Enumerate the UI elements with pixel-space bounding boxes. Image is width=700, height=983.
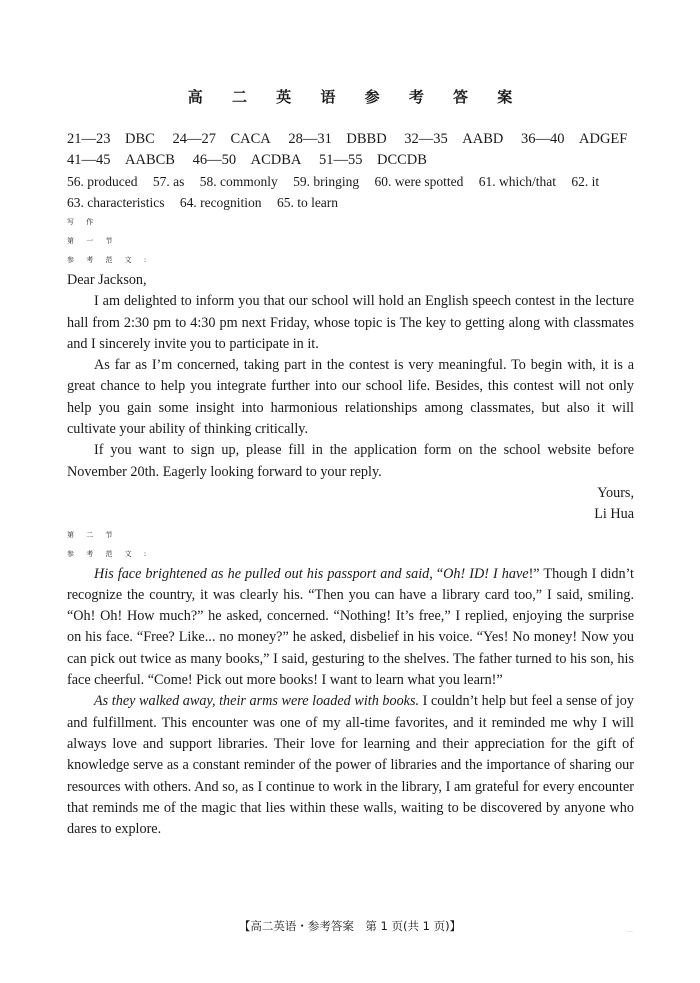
answer-item: 65. to learn <box>276 195 339 210</box>
writing-label: 写 作 <box>67 218 99 226</box>
story-paragraph-2-text: I couldn’t help but feel a sense of joy and fulfillment. This encounter was one of my all-time favorites, and it reminded me why I will always love and support libraries. Their love for learning and their appreciation for the gift of knowledge serve as a constant reminder of the power of libraries and the importance of sharing our resources with others. And so, as I continue to work in the library, I am grateful for every encounter that reminds me of the magic that lies within these walls, waiting to be discovered by anyone who dares to explore. <box>67 693 634 838</box>
story-paragraph-1-text: Though I didn’t recognize the country, it was clearly his. “Then you can have a library card too,” I said, smiling. “Oh! Oh! How much?” he asked, concerned. “Nothing! It’s free,” I replied, enjoying the surprise on his face. “Free? Like... no money?” he asked, disbelief in his voice. “Yes! No money! Now you can pick out twice as many books,” I said, gesturing to the shelves. The father turned to his son, his face cheerful. “Come! Pick out more books! I want to learn what you learn!” <box>67 565 634 689</box>
story-given-sentence-1: His face brightened as he pulled out his passport and said <box>94 565 430 582</box>
answer-group: 21—23 DBC <box>67 131 155 147</box>
corner-mark: … <box>627 928 633 934</box>
story <box>67 564 634 841</box>
page-footer: 【高二英语・参考答案 第 1 页(共 1 页)】 <box>238 919 462 933</box>
story-paragraph-1: His face brightened as he pulled out his passport and said, “Oh! ID! I have!” Though I didn’t recognize the country, it was clearly his. “Then you can have a library card too,” I said, smiling. “Oh! Oh! How much?” he asked, concerned. “Nothing! It’s free,” I replied, enjoying the surprise on his face. “Free? Like... no money?” he asked, disbelief in his voice. “Yes! No money! Now you can pick out twice as many books,” I said, gesturing to the shelves. The father turned to his son, his face cheerful. “Come! Pick out more books! I want to learn what you learn!” <box>67 565 634 689</box>
answer-item: 64. recognition <box>179 195 262 210</box>
answer-group: 51—55 DCCDB <box>318 152 427 168</box>
answer-group: 32—35 AABD <box>404 131 504 147</box>
answer-item: 58. commonly <box>199 174 278 189</box>
answer-item: 62. it <box>571 174 600 189</box>
letter <box>67 270 634 526</box>
answers-line-3 <box>67 171 634 192</box>
answer-group: 46—50 ACDBA <box>192 152 302 168</box>
page-title: 高 二 英 语 参 考 答 案 <box>187 88 525 106</box>
letter-paragraph-1: I am delighted to inform you that our school will hold an English speech contest in the lecture hall from 2:30 pm to 4:30 pm next Friday, whose topic is The key to getting along with classmates and I sincerely invite you to participate in it. <box>67 293 634 352</box>
section-2-label: 第 二 节 <box>67 530 118 539</box>
letter-paragraph-3: If you want to sign up, please fill in the application form on the school website before November 20th. Eagerly looking forward to your reply. <box>67 442 634 480</box>
letter-paragraph-2: As far as I’m concerned, taking part in the contest is very meaningful. To begin with, it is a great chance to help you integrate further into our school life. Besides, this contest will not only help you gain some insight into harmonious relationships among classmates, but also it will cultivate your ability of thinking critically. <box>67 357 634 438</box>
answers-line-2 <box>67 150 634 171</box>
answer-item: 59. bringing <box>293 174 360 189</box>
letter-signature: Li Hua <box>594 506 634 523</box>
answer-item: 61. which/that <box>478 174 556 189</box>
answer-item: 57. as <box>152 174 185 189</box>
answers-line-4 <box>67 192 634 213</box>
sample-essay-2-label: 参 考 范 文 : <box>67 549 152 558</box>
answer-group: 28—31 DBBD <box>288 131 387 147</box>
letter-salutation: Dear Jackson, <box>67 272 147 288</box>
answer-group: 36—40 ADGEF <box>521 131 628 147</box>
letter-closing: Yours, <box>597 484 634 501</box>
content-area <box>67 129 634 840</box>
answers-line-1 <box>67 129 634 150</box>
answer-item: 60. were spotted <box>374 174 464 189</box>
answer-group: 24—27 CACA <box>172 131 271 147</box>
story-given-quote: Oh! ID! I have <box>443 565 529 582</box>
answer-group: 41—45 AABCB <box>67 152 175 168</box>
sample-essay-1-label: 参 考 范 文 : <box>67 256 152 264</box>
answer-item: 63. characteristics <box>67 195 165 210</box>
answer-item: 56. produced <box>67 174 138 189</box>
section-1-label: 第 一 节 <box>67 237 118 245</box>
story-given-sentence-2: As they walked away, their arms were loaded with books. <box>94 693 420 710</box>
story-paragraph-2 <box>67 691 634 840</box>
